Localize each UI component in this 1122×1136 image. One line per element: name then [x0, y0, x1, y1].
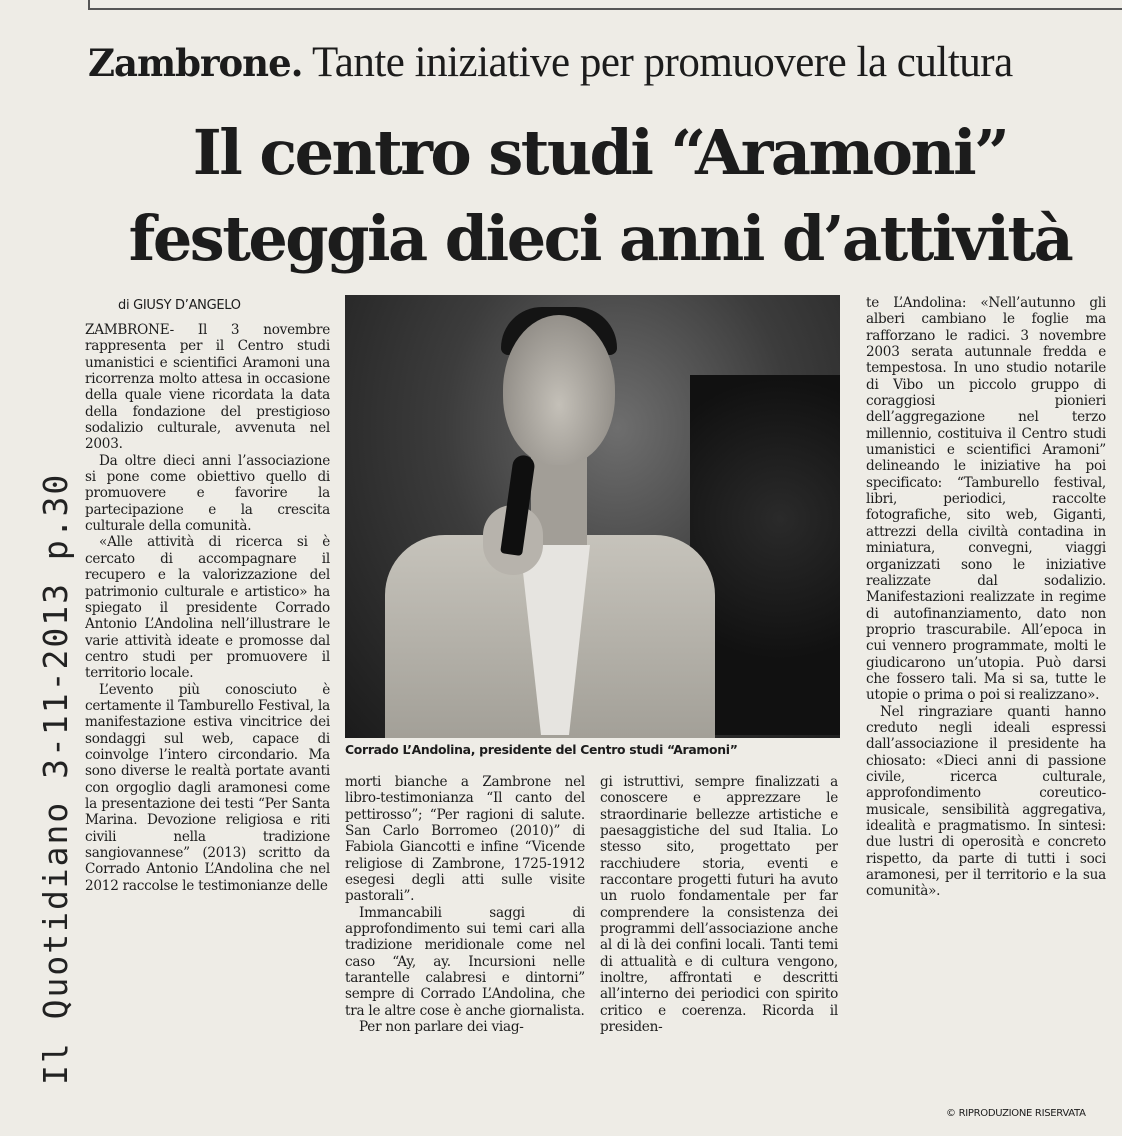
photo-caption: Corrado L’Andolina, presidente del Centro studi “Aramoni”: [345, 742, 738, 757]
article-column-3: [600, 774, 838, 1126]
paragraph: ZAMBRONE- Il 3 novembre rappresenta per il Centro studi umanistici e scientifici Aramoni una ricorrenza molto attesa in occasione della quale viene ricordata la data della fondazione del prestigioso sodalizio culturale, avvenuta nel 2003.: [85, 322, 330, 453]
paragraph: morti bianche a Zambrone nel libro-testimonianza “Il canto del pettirosso”; “Per ragioni di salute. San Carlo Borromeo (2010)” di Fabiola Giancotti e infine “Vicende religiose di Zambrone, 1725-1912 esegesi degli atti sulle visite pastorali”.: [345, 774, 585, 905]
article-column-4: [866, 295, 1106, 1105]
kicker: [88, 38, 1108, 87]
headline-line-1: Il centro studi “Aramoni”: [192, 116, 1008, 189]
paragraph: «Alle attività di ricerca si è cercato di accompagnare il recupero e la valorizzazione del patrimonio culturale e artistico» ha spiegato il presidente Corrado Antonio L’Andolina nell’illustrare le varie attività ideate e promosse dal centro studi per promuovere il territorio locale.: [85, 534, 330, 682]
article-column-2: [345, 774, 585, 1126]
kicker-place: Zambrone.: [88, 41, 303, 85]
handwritten-margin-note: Il Quotidiano 3-11-2013 p.30: [36, 472, 75, 1085]
photo-head: [503, 315, 615, 465]
headline: [100, 110, 1100, 282]
article-photo: [345, 295, 840, 738]
paragraph: Per non parlare dei viag-: [359, 1019, 524, 1036]
paragraph: gi istruttivi, sempre finalizzati a conoscere e apprezzare le straordinarie bellezze artistiche e paesaggistiche del sud Italia. Lo stesso sito, progettato per racchiudere storia, eventi e raccontare progetti futuri ha avuto un ruolo fondamentale per far comprendere la consistenza dei programmi dell’associazione anche al di là dei confini locali. Tanti temi di attualità e di cultura vengono, inoltre, affrontati e descritti all’interno dei periodici con spirito critico e coerenza. Ricorda il presiden-: [600, 774, 838, 1036]
paragraph: Nel ringraziare quanti hanno creduto negli ideali espressi dall’associazione il presidente ha chiosato: «Dieci anni di passione civile, ricerca culturale, approfondimento coreutico-musicale, sensibilità aggregativa, idealità e pragmatismo. In sintesi: due lustri di operosità e concreto rispetto, da parte di tutti i soci aramonesi, per il territorio e la sua comunità».: [866, 703, 1106, 900]
article-column-1: [85, 322, 330, 1132]
paragraph: te L’Andolina: «Nell’autunno gli alberi cambiano le foglie ma rafforzano le radici. 3 novembre 2003 serata autunnale fredda e tempestosa. In uno studio notarile di Vibo un piccolo gruppo di coraggiosi pionieri dell’aggregazione nel terzo millennio, costituiva il Centro studi umanistici e scientifici Aramoni” delineando le iniziative ha poi specificato: “Tamburello festival, libri, periodici, raccolte fotografiche, sito web, Giganti, attrezzi della civiltà contadina in miniatura, convegni, viaggi organizzati sono le iniziative realizzate dal sodalizio. Manifestazioni realizzate in regime di autofinanziamento, dato non proprio trascurabile. All’epoca in cui vennero programmate, molti le giudicarono un’utopia. Può darsi che fossero tali. Ma si sa, tutte le utopie o prima o poi si realizzano».: [866, 295, 1106, 704]
kicker-text: Tante iniziative per promuovere la cultura: [311, 39, 1013, 86]
paragraph: L’evento più conosciuto è certamente il Tamburello Festival, la manifestazione estiva vincitrice dei sondaggi sul web, capace di coinvolge l’intero circondario. Ma sono diverse le realtà portate avanti con orgoglio dagli aramonesi come la presentazione dei testi “Per Santa Marina. Devozione religiosa e riti civili nella tradizione sangiovannese” (2013) scritto da Corrado Antonio L’Andolina che nel 2012 raccolse le testimonianze delle: [85, 681, 330, 894]
headline-line-2: festeggia dieci anni d’attività: [128, 202, 1072, 275]
copyright-notice: © RIPRODUZIONE RISERVATA: [946, 1108, 1086, 1119]
paragraph: Immancabili saggi di approfondimento sui temi cari alla tradizione meridionale come nel caso “Ay, ay. Incursioni nelle tarantelle calabresi e dintorni” sempre di Corrado L’Andolina, che tra le altre cose è anche giornalista.: [345, 904, 585, 1019]
top-border-strip: [88, 0, 1122, 10]
byline: di GIUSY D’ANGELO: [118, 298, 241, 313]
paragraph: Da oltre dieci anni l’associazione si pone come obiettivo quello di promuovere e favorire la partecipazione e la crescita culturale della comunità.: [85, 452, 330, 535]
